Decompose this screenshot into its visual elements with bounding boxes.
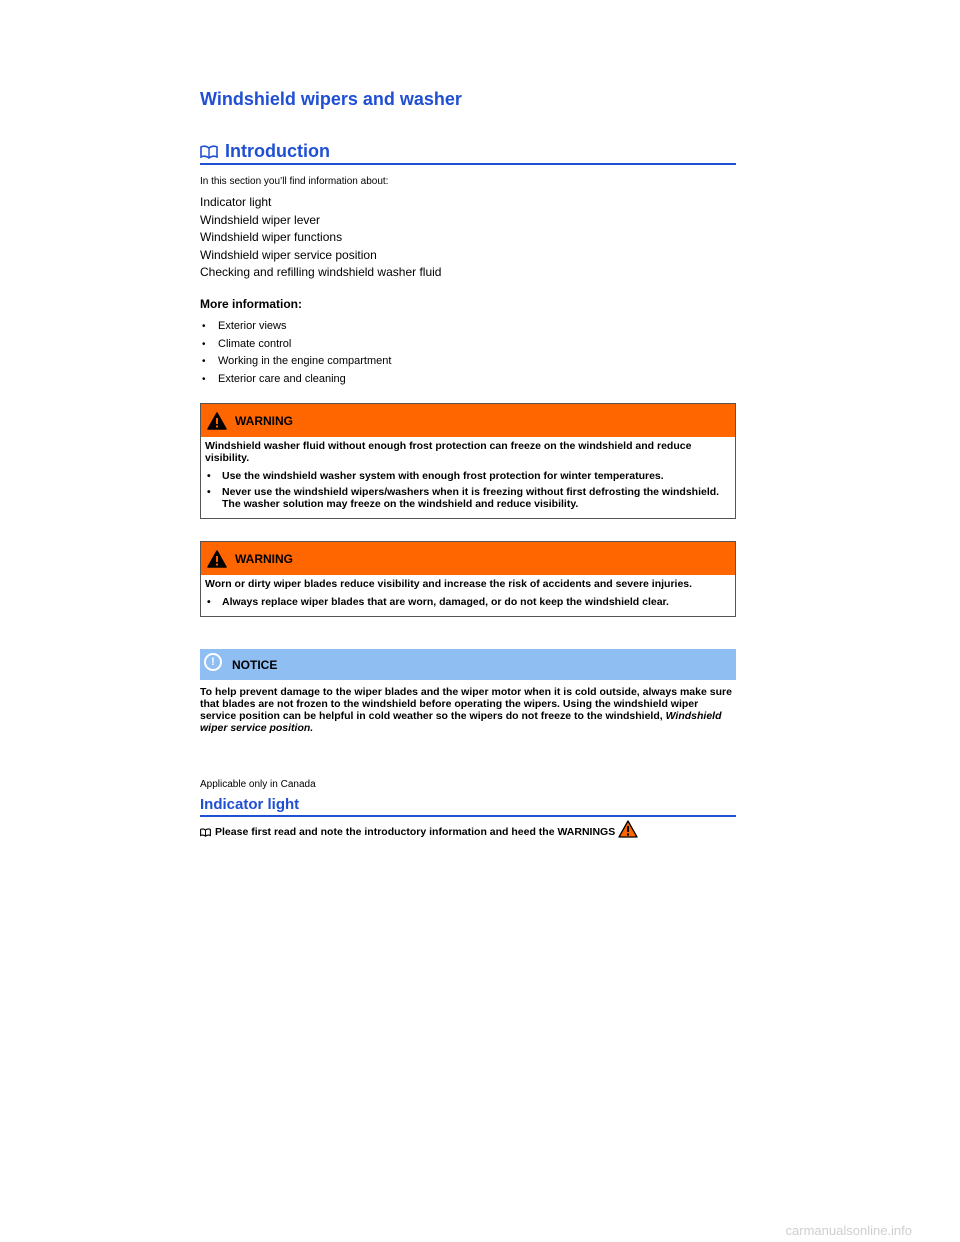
notice-label: NOTICE bbox=[232, 657, 278, 672]
warning-bullet: • Never use the windshield wipers/washers when it is freezing without first defrosting the windshield. The washer solution may freeze on the windshield and reduce visibility. bbox=[205, 486, 730, 510]
more-info-item[interactable]: • Working in the engine compartment bbox=[200, 353, 391, 371]
book-icon bbox=[200, 828, 211, 837]
more-info-title: More information: bbox=[200, 297, 302, 311]
notice-header bbox=[200, 649, 736, 680]
warning-bullet: • Always replace wiper blades that are worn, damaged, or do not keep the windshield clear. bbox=[205, 596, 730, 608]
notice-text: To help prevent damage to the wiper blades and the wiper motor when it is cold outside, always make sure that blades are not frozen to the windshield before operating the wipers. Using the windshield wiper service position can be helpful in cold weather so the wipers do not freeze to the windshield, bbox=[200, 686, 732, 722]
exclamation-circle-icon: ! bbox=[204, 653, 222, 671]
introduction-heading-text: Introduction bbox=[225, 141, 330, 161]
topic-item[interactable]: Checking and refilling windshield washer fluid bbox=[200, 265, 442, 280]
warning-box-blades bbox=[200, 541, 736, 617]
warning-bullet: • Use the windshield washer system with enough frost protection for winter temperatures. bbox=[205, 470, 730, 482]
introduction-heading bbox=[200, 141, 736, 165]
warning-label: WARNING bbox=[235, 413, 293, 428]
warning-header bbox=[201, 542, 735, 575]
intro-lead: In this section you’ll find information about: bbox=[200, 176, 389, 187]
more-info-item[interactable]: • Exterior views bbox=[200, 318, 391, 336]
read-first-text[interactable]: Please first read and note the introductory information and heed the WARNINGS bbox=[215, 826, 616, 838]
notice-body bbox=[200, 686, 736, 734]
warning-body bbox=[201, 437, 735, 518]
topic-item[interactable]: Indicator light bbox=[200, 195, 272, 209]
more-info-item[interactable]: • Climate control bbox=[200, 336, 391, 354]
warning-body bbox=[201, 575, 735, 616]
book-icon bbox=[200, 145, 218, 159]
notice-cross-reference-link[interactable]: Windshield wiper service position. bbox=[200, 710, 722, 734]
warning-triangle-icon bbox=[207, 412, 227, 430]
warning-text: Worn or dirty wiper blades reduce visibility and increase the risk of accidents and severe injuries. bbox=[205, 578, 693, 590]
topic-item[interactable]: Windshield wiper service position bbox=[200, 247, 377, 262]
warning-header bbox=[201, 404, 735, 437]
warning-box-frost bbox=[200, 403, 736, 519]
watermark: carmanualsonline.info bbox=[785, 1223, 912, 1238]
warning-triangle-icon[interactable] bbox=[618, 820, 638, 838]
topic-item[interactable]: Windshield wiper functions bbox=[200, 230, 343, 245]
indicator-light-heading: Indicator light bbox=[200, 796, 736, 817]
applicability-note: Applicable only in Canada bbox=[200, 779, 316, 790]
read-first-note bbox=[200, 826, 638, 838]
more-info-item[interactable]: • Exterior care and cleaning bbox=[200, 371, 391, 389]
warning-label: WARNING bbox=[235, 551, 293, 566]
warning-triangle-icon bbox=[207, 550, 227, 568]
warning-text: Windshield washer fluid without enough frost protection can freeze on the windshield and reduce visibility. bbox=[205, 440, 692, 464]
more-info-list bbox=[200, 318, 391, 388]
page-title: Windshield wipers and washer bbox=[200, 89, 462, 109]
topic-item[interactable]: Windshield wiper lever bbox=[200, 212, 321, 227]
topic-list bbox=[200, 194, 441, 282]
